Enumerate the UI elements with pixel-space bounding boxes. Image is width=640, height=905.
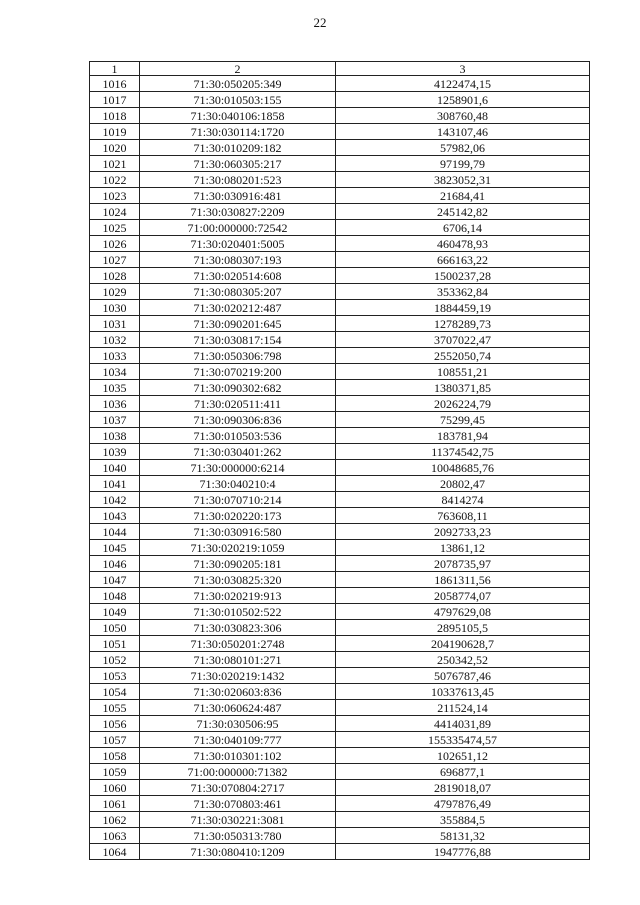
cadastral-number-cell: 71:30:020401:5005 xyxy=(140,236,336,252)
cadastral-number-cell: 71:30:080101:271 xyxy=(140,652,336,668)
cadastral-number-cell: 71:30:020514:608 xyxy=(140,268,336,284)
table-row xyxy=(90,332,590,348)
value-cell: 3823052,31 xyxy=(336,172,590,188)
row-number-cell: 1051 xyxy=(90,636,140,652)
cadastral-number-cell: 71:30:020219:913 xyxy=(140,588,336,604)
table-row xyxy=(90,636,590,652)
value-cell: 143107,46 xyxy=(336,124,590,140)
table-row xyxy=(90,236,590,252)
value-cell: 1947776,88 xyxy=(336,844,590,860)
row-number-cell: 1022 xyxy=(90,172,140,188)
row-number-cell: 1016 xyxy=(90,76,140,92)
cadastral-number-cell: 71:30:010502:522 xyxy=(140,604,336,620)
row-number-cell: 1046 xyxy=(90,556,140,572)
table-row xyxy=(90,284,590,300)
table-row xyxy=(90,556,590,572)
value-cell: 2819018,07 xyxy=(336,780,590,796)
row-number-cell: 1060 xyxy=(90,780,140,796)
cadastral-number-cell: 71:30:050201:2748 xyxy=(140,636,336,652)
value-cell: 4797876,49 xyxy=(336,796,590,812)
cadastral-number-cell: 71:00:000000:71382 xyxy=(140,764,336,780)
row-number-cell: 1038 xyxy=(90,428,140,444)
table-row xyxy=(90,620,590,636)
cadastral-number-cell: 71:30:040106:1858 xyxy=(140,108,336,124)
table-row xyxy=(90,460,590,476)
value-cell: 763608,11 xyxy=(336,508,590,524)
value-cell: 353362,84 xyxy=(336,284,590,300)
cadastral-number-cell: 71:30:010503:155 xyxy=(140,92,336,108)
row-number-cell: 1048 xyxy=(90,588,140,604)
value-cell: 183781,94 xyxy=(336,428,590,444)
cadastral-number-cell: 71:30:030114:1720 xyxy=(140,124,336,140)
table-header xyxy=(90,62,590,76)
cadastral-number-cell: 71:30:050313:780 xyxy=(140,828,336,844)
table-body xyxy=(90,76,590,860)
row-number-cell: 1062 xyxy=(90,812,140,828)
cadastral-number-cell: 71:30:070219:200 xyxy=(140,364,336,380)
value-cell: 4414031,89 xyxy=(336,716,590,732)
data-table xyxy=(89,61,590,860)
value-cell: 245142,82 xyxy=(336,204,590,220)
cadastral-number-cell: 71:30:030221:3081 xyxy=(140,812,336,828)
row-number-cell: 1032 xyxy=(90,332,140,348)
value-cell: 102651,12 xyxy=(336,748,590,764)
row-number-cell: 1054 xyxy=(90,684,140,700)
row-number-cell: 1036 xyxy=(90,396,140,412)
table-row xyxy=(90,348,590,364)
table-row xyxy=(90,700,590,716)
table-row xyxy=(90,780,590,796)
table-row xyxy=(90,732,590,748)
row-number-cell: 1039 xyxy=(90,444,140,460)
table-row xyxy=(90,796,590,812)
row-number-cell: 1026 xyxy=(90,236,140,252)
value-cell: 308760,48 xyxy=(336,108,590,124)
table-row xyxy=(90,220,590,236)
row-number-cell: 1044 xyxy=(90,524,140,540)
row-number-cell: 1063 xyxy=(90,828,140,844)
table-row xyxy=(90,300,590,316)
cadastral-number-cell: 71:30:000000:6214 xyxy=(140,460,336,476)
value-cell: 355884,5 xyxy=(336,812,590,828)
cadastral-number-cell: 71:30:070804:2717 xyxy=(140,780,336,796)
cadastral-number-cell: 71:30:090302:682 xyxy=(140,380,336,396)
value-cell: 3707022,47 xyxy=(336,332,590,348)
row-number-cell: 1064 xyxy=(90,844,140,860)
row-number-cell: 1041 xyxy=(90,476,140,492)
value-cell: 2058774,07 xyxy=(336,588,590,604)
value-cell: 460478,93 xyxy=(336,236,590,252)
value-cell: 2026224,79 xyxy=(336,396,590,412)
cadastral-number-cell: 71:30:090306:836 xyxy=(140,412,336,428)
row-number-cell: 1042 xyxy=(90,492,140,508)
row-number-cell: 1061 xyxy=(90,796,140,812)
cadastral-number-cell: 71:30:080201:523 xyxy=(140,172,336,188)
table-row xyxy=(90,668,590,684)
value-cell: 696877,1 xyxy=(336,764,590,780)
table-row xyxy=(90,428,590,444)
row-number-cell: 1024 xyxy=(90,204,140,220)
cadastral-number-cell: 71:30:050205:349 xyxy=(140,76,336,92)
value-cell: 97199,79 xyxy=(336,156,590,172)
cadastral-number-cell: 71:30:040210:4 xyxy=(140,476,336,492)
table-row xyxy=(90,76,590,92)
row-number-cell: 1027 xyxy=(90,252,140,268)
cadastral-number-cell: 71:00:000000:72542 xyxy=(140,220,336,236)
value-cell: 6706,14 xyxy=(336,220,590,236)
value-cell: 20802,47 xyxy=(336,476,590,492)
table-row xyxy=(90,716,590,732)
row-number-cell: 1028 xyxy=(90,268,140,284)
table-row xyxy=(90,140,590,156)
table-row xyxy=(90,364,590,380)
value-cell: 21684,41 xyxy=(336,188,590,204)
row-number-cell: 1045 xyxy=(90,540,140,556)
table-row xyxy=(90,812,590,828)
column-header-2: 2 xyxy=(140,62,336,76)
row-number-cell: 1030 xyxy=(90,300,140,316)
value-cell: 204190628,7 xyxy=(336,636,590,652)
value-cell: 57982,06 xyxy=(336,140,590,156)
row-number-cell: 1017 xyxy=(90,92,140,108)
value-cell: 75299,45 xyxy=(336,412,590,428)
table-row xyxy=(90,92,590,108)
table-row xyxy=(90,844,590,860)
row-number-cell: 1059 xyxy=(90,764,140,780)
row-number-cell: 1058 xyxy=(90,748,140,764)
cadastral-number-cell: 71:30:030827:2209 xyxy=(140,204,336,220)
cadastral-number-cell: 71:30:030823:306 xyxy=(140,620,336,636)
table-row xyxy=(90,540,590,556)
table-row xyxy=(90,604,590,620)
cadastral-number-cell: 71:30:030817:154 xyxy=(140,332,336,348)
table-row xyxy=(90,396,590,412)
row-number-cell: 1018 xyxy=(90,108,140,124)
value-cell: 155335474,57 xyxy=(336,732,590,748)
row-number-cell: 1056 xyxy=(90,716,140,732)
row-number-cell: 1043 xyxy=(90,508,140,524)
table-row xyxy=(90,252,590,268)
value-cell: 1500237,28 xyxy=(336,268,590,284)
row-number-cell: 1055 xyxy=(90,700,140,716)
cadastral-number-cell: 71:30:050306:798 xyxy=(140,348,336,364)
row-number-cell: 1037 xyxy=(90,412,140,428)
value-cell: 13861,12 xyxy=(336,540,590,556)
cadastral-number-cell: 71:30:080307:193 xyxy=(140,252,336,268)
cadastral-number-cell: 71:30:060624:487 xyxy=(140,700,336,716)
cadastral-number-cell: 71:30:010301:102 xyxy=(140,748,336,764)
value-cell: 2552050,74 xyxy=(336,348,590,364)
value-cell: 1861311,56 xyxy=(336,572,590,588)
table-row xyxy=(90,444,590,460)
value-cell: 1278289,73 xyxy=(336,316,590,332)
table-row xyxy=(90,684,590,700)
row-number-cell: 1040 xyxy=(90,460,140,476)
value-cell: 1380371,85 xyxy=(336,380,590,396)
table-row xyxy=(90,828,590,844)
cadastral-number-cell: 71:30:030916:580 xyxy=(140,524,336,540)
cadastral-number-cell: 71:30:030506:95 xyxy=(140,716,336,732)
row-number-cell: 1020 xyxy=(90,140,140,156)
table-row xyxy=(90,108,590,124)
value-cell: 2078735,97 xyxy=(336,556,590,572)
row-number-cell: 1052 xyxy=(90,652,140,668)
cadastral-number-cell: 71:30:020212:487 xyxy=(140,300,336,316)
value-cell: 108551,21 xyxy=(336,364,590,380)
value-cell: 2895105,5 xyxy=(336,620,590,636)
row-number-cell: 1053 xyxy=(90,668,140,684)
table-row xyxy=(90,508,590,524)
cadastral-number-cell: 71:30:020511:411 xyxy=(140,396,336,412)
value-cell: 4797629,08 xyxy=(336,604,590,620)
value-cell: 4122474,15 xyxy=(336,76,590,92)
value-cell: 8414274 xyxy=(336,492,590,508)
table-row xyxy=(90,524,590,540)
cadastral-number-cell: 71:30:080410:1209 xyxy=(140,844,336,860)
column-header-1: 1 xyxy=(90,62,140,76)
value-cell: 10337613,45 xyxy=(336,684,590,700)
value-cell: 5076787,46 xyxy=(336,668,590,684)
cadastral-number-cell: 71:30:070803:461 xyxy=(140,796,336,812)
table-row xyxy=(90,172,590,188)
row-number-cell: 1031 xyxy=(90,316,140,332)
table-row xyxy=(90,412,590,428)
cadastral-number-cell: 71:30:010209:182 xyxy=(140,140,336,156)
cadastral-number-cell: 71:30:030825:320 xyxy=(140,572,336,588)
value-cell: 666163,22 xyxy=(336,252,590,268)
cadastral-number-cell: 71:30:090205:181 xyxy=(140,556,336,572)
cadastral-number-cell: 71:30:030916:481 xyxy=(140,188,336,204)
row-number-cell: 1047 xyxy=(90,572,140,588)
table-row xyxy=(90,572,590,588)
cadastral-number-cell: 71:30:080305:207 xyxy=(140,284,336,300)
table-row xyxy=(90,316,590,332)
value-cell: 58131,32 xyxy=(336,828,590,844)
value-cell: 1258901,6 xyxy=(336,92,590,108)
cadastral-number-cell: 71:30:010503:536 xyxy=(140,428,336,444)
cadastral-number-cell: 71:30:020603:836 xyxy=(140,684,336,700)
cadastral-number-cell: 71:30:030401:262 xyxy=(140,444,336,460)
header-row xyxy=(90,62,590,76)
row-number-cell: 1050 xyxy=(90,620,140,636)
row-number-cell: 1023 xyxy=(90,188,140,204)
table-row xyxy=(90,652,590,668)
table-row xyxy=(90,204,590,220)
cadastral-number-cell: 71:30:020219:1059 xyxy=(140,540,336,556)
cadastral-number-cell: 71:30:040109:777 xyxy=(140,732,336,748)
table-row xyxy=(90,380,590,396)
column-header-3: 3 xyxy=(336,62,590,76)
table-row xyxy=(90,764,590,780)
cadastral-number-cell: 71:30:070710:214 xyxy=(140,492,336,508)
value-cell: 250342,52 xyxy=(336,652,590,668)
table-row xyxy=(90,748,590,764)
row-number-cell: 1033 xyxy=(90,348,140,364)
row-number-cell: 1049 xyxy=(90,604,140,620)
row-number-cell: 1035 xyxy=(90,380,140,396)
row-number-cell: 1057 xyxy=(90,732,140,748)
value-cell: 10048685,76 xyxy=(336,460,590,476)
table-row xyxy=(90,588,590,604)
value-cell: 1884459,19 xyxy=(336,300,590,316)
row-number-cell: 1025 xyxy=(90,220,140,236)
table-row xyxy=(90,476,590,492)
row-number-cell: 1034 xyxy=(90,364,140,380)
row-number-cell: 1019 xyxy=(90,124,140,140)
cadastral-number-cell: 71:30:020220:173 xyxy=(140,508,336,524)
row-number-cell: 1021 xyxy=(90,156,140,172)
page-number: 22 xyxy=(313,15,327,30)
cadastral-number-cell: 71:30:090201:645 xyxy=(140,316,336,332)
cadastral-number-cell: 71:30:060305:217 xyxy=(140,156,336,172)
table-row xyxy=(90,268,590,284)
table-row xyxy=(90,124,590,140)
value-cell: 211524,14 xyxy=(336,700,590,716)
row-number-cell: 1029 xyxy=(90,284,140,300)
table-row xyxy=(90,156,590,172)
table-row xyxy=(90,492,590,508)
value-cell: 11374542,75 xyxy=(336,444,590,460)
value-cell: 2092733,23 xyxy=(336,524,590,540)
table-row xyxy=(90,188,590,204)
cadastral-number-cell: 71:30:020219:1432 xyxy=(140,668,336,684)
